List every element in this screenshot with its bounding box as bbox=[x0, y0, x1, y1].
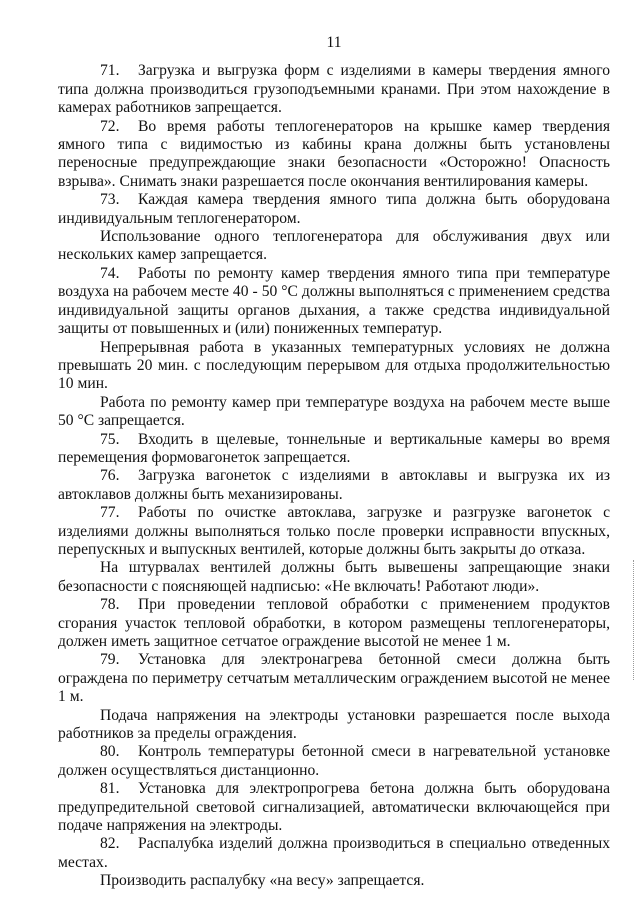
paragraph-text: Во время работы теплогенераторов на крышке камер твердения ямного типа с видимостью из кабины крана должны быть установлены переносные предупреждающие знаки безопасности «Осторожно! Опасность взрыва». Снимать знаки разрешается после окончания вентилирования камеры. bbox=[58, 117, 610, 190]
item-number: 73. bbox=[100, 191, 120, 209]
paragraph-82-continued bbox=[58, 872, 610, 890]
item-number: 78. bbox=[100, 596, 120, 614]
paragraph-text: Непрерывная работа в указанных температурных условиях не должна превышать 20 мин. с последующим перерывом для отдыха продолжительностью 10 мин. bbox=[58, 338, 610, 393]
paragraph-text: На штурвалах вентилей должны быть вывешены запрещающие знаки безопасности с поясняющей надписью: «Не включать! Работают люди». bbox=[58, 559, 610, 595]
paragraph-75 bbox=[58, 431, 610, 468]
scan-edge-marks bbox=[631, 560, 634, 680]
paragraph-text: Использование одного теплогенератора для обслуживания двух или нескольких камер запрещается. bbox=[58, 228, 610, 264]
paragraph-78 bbox=[58, 596, 610, 651]
item-number: 81. bbox=[100, 780, 120, 798]
paragraph-text: Загрузка вагонеток с изделиями в автоклавы и выгрузка их из автоклавов должны быть механизированы. bbox=[58, 467, 610, 503]
item-number: 79. bbox=[100, 651, 120, 669]
paragraph-73-continued bbox=[58, 228, 610, 265]
paragraph-82 bbox=[58, 835, 610, 872]
paragraph-text: Загрузка и выгрузка форм с изделиями в камеры твердения ямного типа должна производиться грузоподъемными кранами. При этом нахождение в камерах работников запрещается. bbox=[58, 62, 610, 117]
paragraph-81 bbox=[58, 780, 610, 835]
paragraph-text: Каждая камера твердения ямного типа должна быть оборудована индивидуальным теплогенератором. bbox=[58, 191, 610, 227]
paragraph-text: Установка для электронагрева бетонной смеси должна быть ограждена по периметру сетчатым металлическим ограждением высотой не менее 1 м. bbox=[58, 651, 610, 706]
paragraph-77 bbox=[58, 504, 610, 559]
paragraph-77-continued bbox=[58, 559, 610, 596]
item-number: 72. bbox=[100, 117, 120, 135]
paragraph-text: Контроль температуры бетонной смеси в нагревательной установке должен осуществляться дистанционно. bbox=[58, 743, 610, 779]
item-number: 74. bbox=[100, 264, 120, 282]
paragraph-text: Работы по очистке автоклава, загрузке и разгрузке вагонеток с изделиями должны выполняться только после проверки исправности впускных, перепускных и выпускных вентилей, которые должны быть закрыты до отказа. bbox=[58, 504, 610, 558]
paragraph-79 bbox=[58, 651, 610, 706]
item-number: 82. bbox=[100, 835, 120, 853]
paragraph-72 bbox=[58, 118, 610, 192]
item-number: 75. bbox=[100, 430, 120, 448]
document-page bbox=[58, 34, 610, 891]
paragraph-80 bbox=[58, 743, 610, 780]
paragraph-text: Подача напряжения на электроды установки разрешается после выхода работников за пределы ограждения. bbox=[58, 706, 610, 743]
paragraph-79-continued bbox=[58, 707, 610, 744]
paragraph-text: Распалубка изделий должна производиться в специально отведенных местах. bbox=[58, 835, 610, 871]
paragraph-76 bbox=[58, 467, 610, 504]
paragraph-text: Производить распалубку «на весу» запрещается. bbox=[100, 872, 425, 890]
paragraph-text: Работа по ремонту камер при температуре воздуха на рабочем месте выше 50 °С запрещается. bbox=[58, 393, 610, 430]
item-number: 77. bbox=[100, 504, 120, 522]
paragraph-text: При проведении тепловой обработки с применением продуктов сгорания участок тепловой обработки, в котором размещены теплогенераторы, должен иметь защитное сетчатое ограждение высотой не менее 1 м. bbox=[58, 596, 610, 650]
paragraph-text: Установка для электропрогрева бетона должна быть оборудована предупредительной световой сигнализацией, автоматически включающейся при подаче напряжения на электроды. bbox=[58, 780, 610, 835]
paragraph-74-continued-1 bbox=[58, 339, 610, 394]
page-number: 11 bbox=[326, 34, 342, 51]
item-number: 71. bbox=[100, 62, 120, 80]
paragraph-71 bbox=[58, 62, 610, 117]
item-number: 76. bbox=[100, 467, 120, 485]
paragraph-73 bbox=[58, 191, 610, 228]
paragraph-74 bbox=[58, 265, 610, 339]
item-number: 80. bbox=[100, 743, 120, 761]
paragraph-text: Входить в щелевые, тоннельные и вертикальные камеры во время перемещения формовагонеток запрещается. bbox=[58, 430, 610, 466]
paragraph-text: Работы по ремонту камер твердения ямного типа при температуре воздуха на рабочем месте 40 - 50 °С должны выполняться с применением средства индивидуальной защиты органов дыхания, а также средства индивидуальной защиты от повышенных и (или) пониженных температур. bbox=[58, 264, 610, 338]
paragraph-74-continued-2 bbox=[58, 394, 610, 431]
